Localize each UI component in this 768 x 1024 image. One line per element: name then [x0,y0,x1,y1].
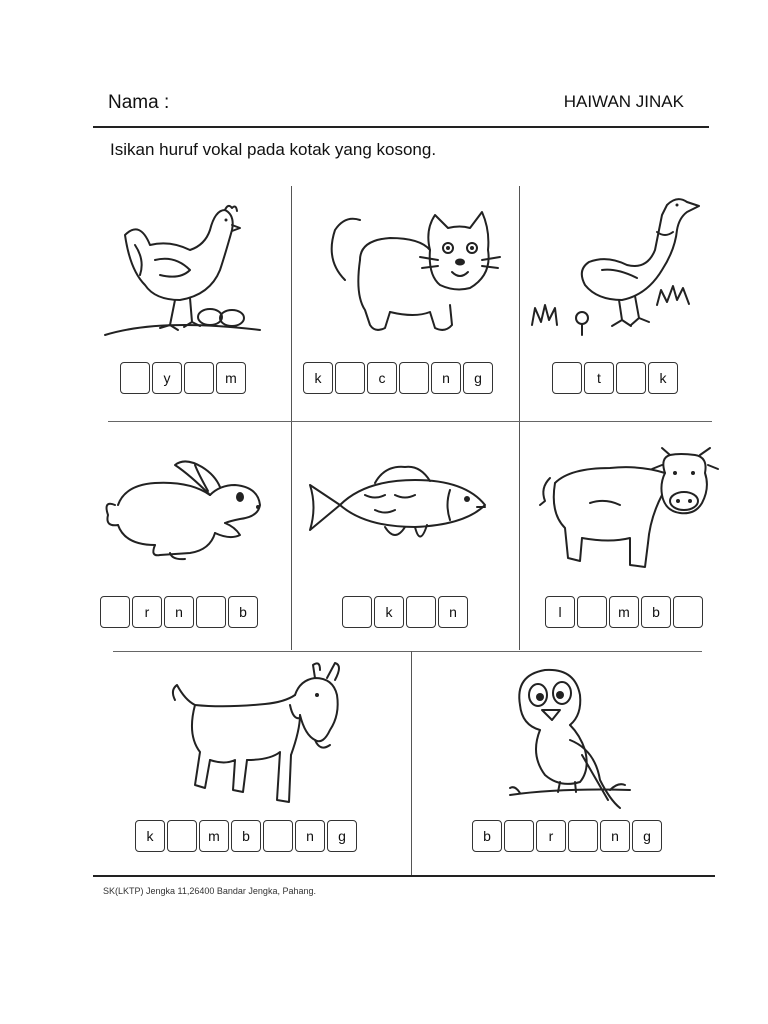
letter-box[interactable] [616,362,646,394]
letter-box: y [152,362,182,394]
letter-box[interactable] [577,596,607,628]
letter-boxes [100,596,258,628]
letter-box[interactable] [167,820,197,852]
letter-box: k [374,596,404,628]
letter-box[interactable] [100,596,130,628]
letter-box: b [231,820,261,852]
letter-box: g [327,820,357,852]
animal-cell-hen [100,200,270,386]
rabbit-icon [100,445,270,565]
animal-cell-duck [522,185,717,386]
letter-box: g [632,820,662,852]
letter-box[interactable] [399,362,429,394]
letter-box: b [228,596,258,628]
letter-box: l [545,596,575,628]
letter-box: k [135,820,165,852]
letter-box: c [367,362,397,394]
letter-box: m [216,362,246,394]
footer-divider [93,875,715,877]
grid-divider [411,651,412,875]
letter-box: k [303,362,333,394]
letter-box: n [438,596,468,628]
letter-box: t [584,362,614,394]
letter-boxes [303,362,493,394]
letter-box[interactable] [263,820,293,852]
letter-box[interactable] [342,596,372,628]
grid-divider [291,186,292,650]
letter-box: r [536,820,566,852]
letter-box: b [641,596,671,628]
letter-box[interactable] [335,362,365,394]
animal-cell-cow [525,440,720,640]
animal-cell-cat [300,200,510,386]
letter-box: n [431,362,461,394]
letter-box: g [463,362,493,394]
cow-icon [530,443,715,583]
instruction-text: Isikan huruf vokal pada kotak yang kosong. [110,140,437,159]
letter-boxes [120,362,246,394]
header-divider [93,126,709,128]
bird-icon [500,660,640,815]
letter-boxes [135,820,357,852]
letter-box[interactable] [673,596,703,628]
letter-box[interactable] [406,596,436,628]
letter-box: k [648,362,678,394]
letter-box: m [609,596,639,628]
letter-box: r [132,596,162,628]
letter-box[interactable] [504,820,534,852]
hen-icon [100,200,270,345]
letter-boxes [552,362,678,394]
letter-boxes [545,596,703,628]
cat-icon [320,200,520,345]
goat-icon [165,660,355,815]
worksheet-title: HAIWAN JINAK [563,92,684,111]
letter-box[interactable] [568,820,598,852]
animal-cell-bird [420,655,710,865]
school-address: SK(LKTP) Jengka 11,26400 Bandar Jengka, Pahang. [103,886,316,896]
letter-box: n [164,596,194,628]
duck-icon [527,190,707,340]
animal-cell-rabbit [95,440,285,640]
grid-divider [113,651,702,652]
animal-cell-fish [300,440,510,640]
letter-box[interactable] [552,362,582,394]
animal-cell-goat [120,655,405,865]
name-label: Nama : [108,92,170,113]
letter-boxes [342,596,468,628]
letter-box: n [295,820,325,852]
letter-boxes [472,820,662,852]
letter-box[interactable] [196,596,226,628]
letter-box[interactable] [120,362,150,394]
letter-box: m [199,820,229,852]
letter-box: b [472,820,502,852]
grid-divider [108,421,712,422]
fish-icon [305,455,495,565]
letter-box: n [600,820,630,852]
letter-box[interactable] [184,362,214,394]
